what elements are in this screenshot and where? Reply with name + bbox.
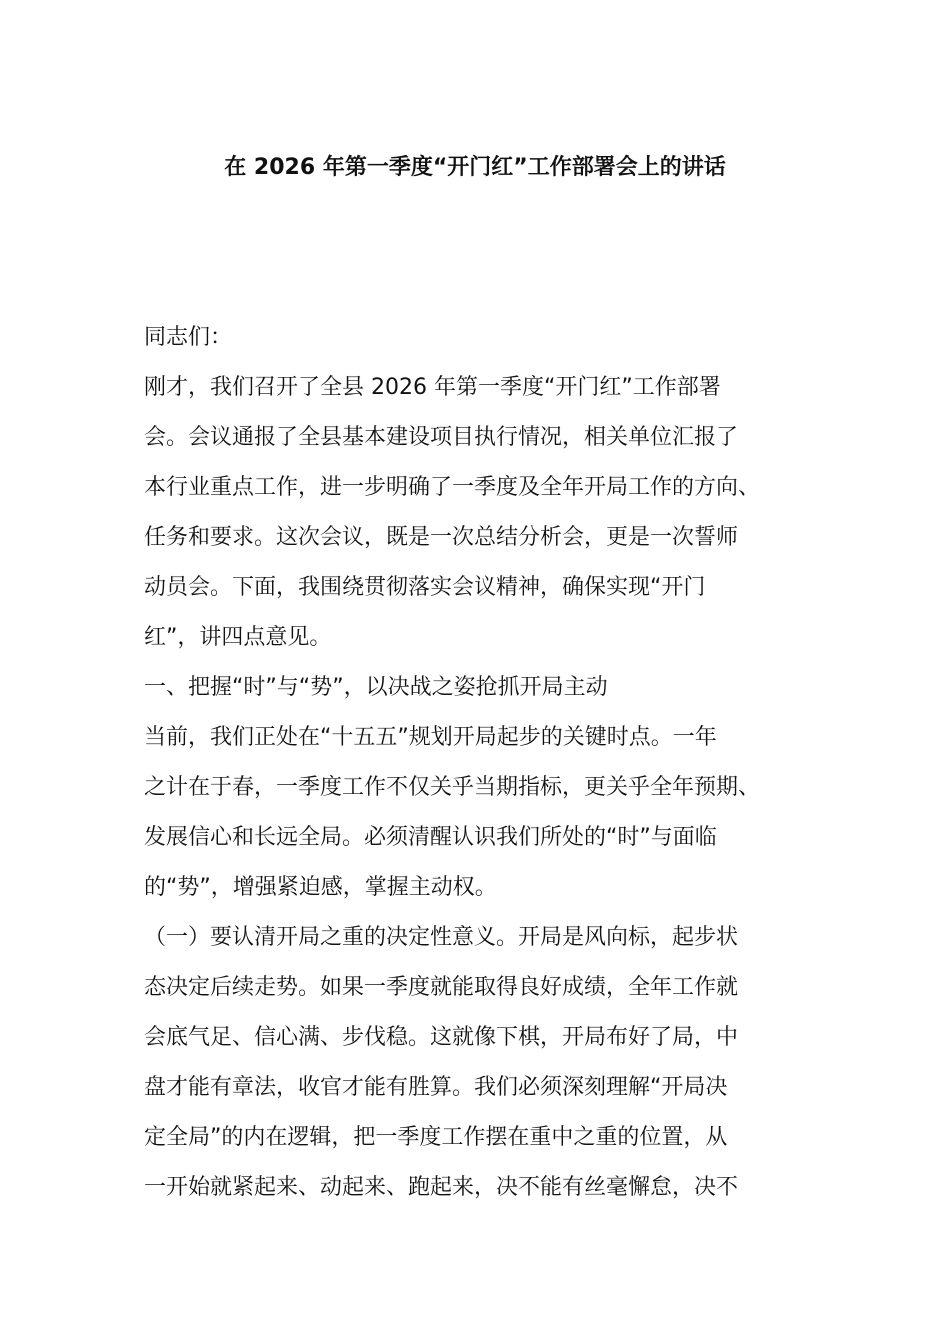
paragraph-line: 定全局”的内在逻辑，把一季度工作摆在重中之重的位置，从 bbox=[144, 1125, 728, 1150]
paragraph-line: 本行业重点工作，进一步明确了一季度及全年开局工作的方向、 bbox=[144, 475, 761, 500]
paragraph-line: 的“势”，增强紧迫感，掌握主动权。 bbox=[144, 875, 497, 900]
document-title: 在 2026 年第一季度“开门红”工作部署会上的讲话 bbox=[224, 155, 726, 180]
paragraph-line: 之计在于春，一季度工作不仅关乎当期指标，更关乎全年预期、 bbox=[144, 775, 761, 800]
paragraph-line: 当前，我们正处在“十五五”规划开局起步的关键时点。一年 bbox=[144, 725, 717, 750]
paragraph-line: 会。会议通报了全县基本建设项目执行情况，相关单位汇报了 bbox=[144, 425, 739, 450]
subsection-line: （一）要认清开局之重的决定性意义。开局是风向标，起步状 bbox=[144, 925, 739, 950]
paragraph-line: 刚才，我们召开了全县 2026 年第一季度“开门红”工作部署 bbox=[144, 375, 721, 400]
paragraph-line: 一开始就紧起来、动起来、跑起来，决不能有丝毫懈怠，决不 bbox=[144, 1175, 739, 1200]
document-body bbox=[144, 313, 816, 1213]
paragraph-line: 红”，讲四点意见。 bbox=[144, 625, 332, 650]
salutation-line: 同志们： bbox=[144, 325, 233, 350]
paragraph-line: 盘才能有章法，收官才能有胜算。我们必须深刻理解“开局决 bbox=[144, 1075, 728, 1100]
paragraph-line: 态决定后续走势。如果一季度就能取得良好成绩，全年工作就 bbox=[144, 975, 739, 1000]
paragraph-line: 会底气足、信心满、步伐稳。这就像下棋，开局布好了局，中 bbox=[144, 1025, 739, 1050]
paragraph-line: 任务和要求。这次会议，既是一次总结分析会，更是一次誓师 bbox=[144, 525, 739, 550]
paragraph-line: 发展信心和长远全局。必须清醒认识我们所处的“时”与面临 bbox=[144, 825, 717, 850]
paragraph-line: 动员会。下面，我围绕贯彻落实会议精神，确保实现“开门 bbox=[144, 575, 706, 600]
section-heading: 一、把握“时”与“势”，以决战之姿抢抓开局主动 bbox=[144, 675, 608, 700]
